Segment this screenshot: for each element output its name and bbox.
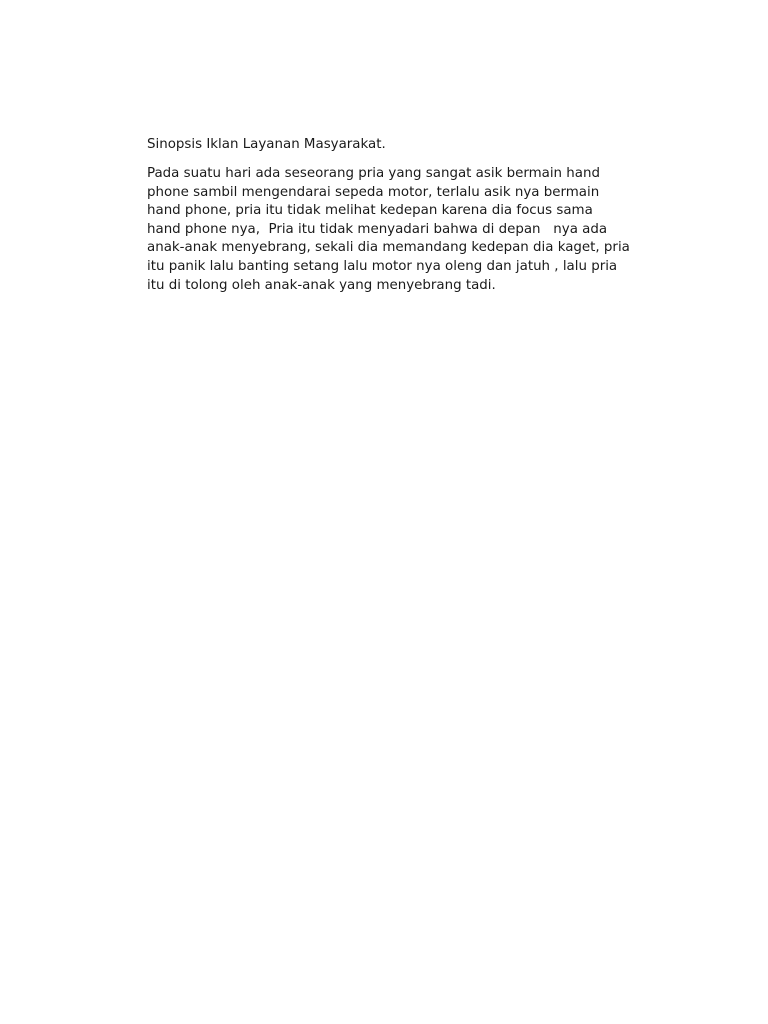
paragraph-line: itu di tolong oleh anak-anak yang menyebrang tadi. (147, 277, 496, 293)
paragraph-line: Pada suatu hari ada seseorang pria yang sangat asik bermain hand (147, 166, 600, 181)
synopsis-paragraph (147, 165, 667, 295)
paragraph-line: hand phone nya, Pria itu tidak menyadari bahwa di depan nya ada (147, 221, 608, 237)
paragraph-line: itu panik lalu banting setang lalu motor nya oleng dan jatuh , lalu pria (147, 258, 618, 274)
paragraph-line: hand phone, pria itu tidak melihat kedepan karena dia focus sama (147, 203, 593, 219)
paragraph-line: phone sambil mengendarai sepeda motor, terlalu asik nya bermain (147, 184, 600, 200)
document-title: Sinopsis Iklan Layanan Masyarakat. (147, 137, 386, 152)
paragraph-line: anak-anak menyebrang, sekali dia memandang kedepan dia kaget, pria (147, 240, 630, 256)
document-content (147, 135, 667, 295)
